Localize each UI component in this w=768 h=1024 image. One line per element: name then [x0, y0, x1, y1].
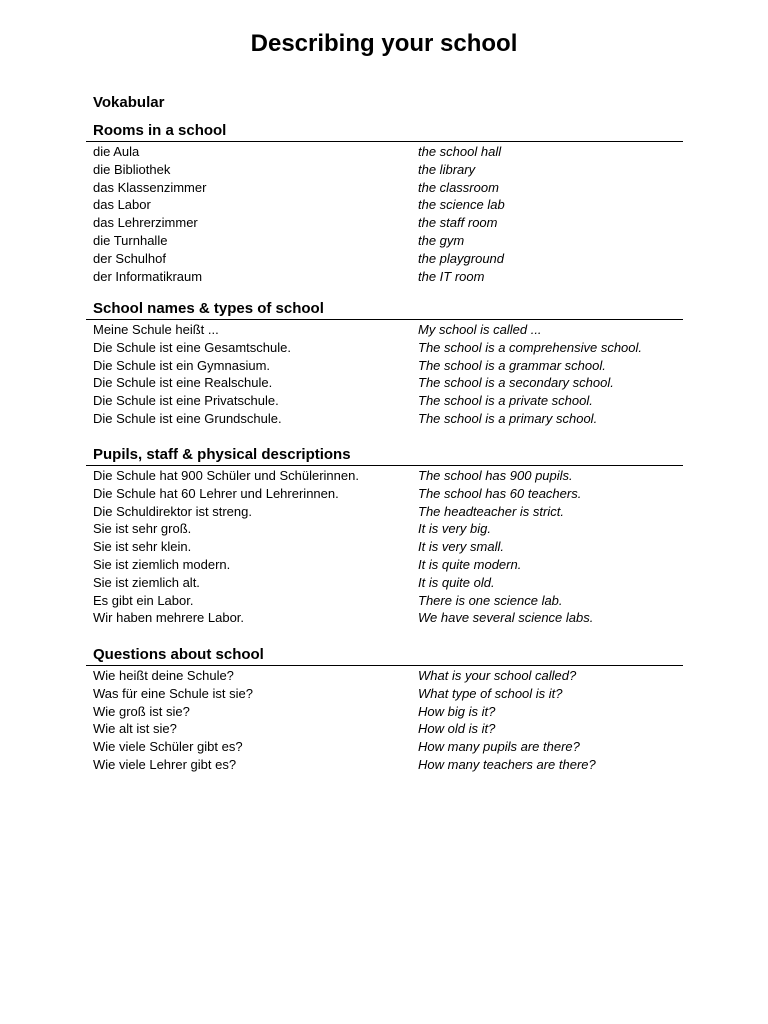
vocab-row	[86, 392, 683, 410]
vocab-row	[86, 214, 683, 232]
english-translation: It is quite old.	[418, 574, 495, 590]
german-term: die Turnhalle	[93, 232, 168, 248]
section-heading: School names & types of school	[86, 300, 683, 320]
vocab-row	[86, 592, 683, 610]
section-heading: Rooms in a school	[86, 122, 683, 142]
english-translation: The school is a primary school.	[418, 410, 598, 426]
vocab-list	[86, 142, 683, 285]
german-term: Die Schule ist eine Realschule.	[93, 375, 273, 391]
english-translation: What type of school is it?	[418, 685, 563, 701]
german-term: das Labor	[93, 197, 151, 213]
german-term: Die Schule hat 60 Lehrer und Lehrerinnen.	[93, 485, 339, 501]
english-translation: How many pupils are there?	[418, 739, 580, 755]
german-term: Die Schule hat 900 Schüler und Schülerinnen.	[93, 468, 359, 483]
vocab-row	[86, 232, 683, 250]
german-term: Wie viele Lehrer gibt es?	[93, 756, 237, 772]
vocab-row	[86, 538, 683, 556]
section-heading: Questions about school	[86, 646, 683, 666]
english-translation: We have several science labs.	[418, 610, 594, 626]
vocab-row	[86, 179, 683, 197]
vocab-row	[86, 339, 683, 357]
english-translation: There is one science lab.	[418, 592, 563, 608]
vocab-row	[86, 720, 683, 738]
vocab-list	[86, 666, 683, 774]
german-term: Meine Schule heißt ...	[93, 322, 219, 337]
german-term: Was für eine Schule ist sie?	[93, 685, 253, 701]
english-translation: It is very big.	[418, 521, 491, 537]
german-term: Sie ist ziemlich modern.	[93, 556, 231, 572]
vocab-row	[86, 410, 683, 428]
english-translation: the IT room	[418, 268, 485, 284]
vocab-row	[86, 321, 683, 339]
english-translation: The school has 60 teachers.	[418, 485, 582, 501]
english-translation: It is very small.	[418, 539, 504, 555]
english-translation: The school is a grammar school.	[418, 357, 606, 373]
german-term: das Klassenzimmer	[93, 179, 207, 195]
english-translation: The school is a private school.	[418, 393, 593, 409]
english-translation: My school is called ...	[418, 322, 542, 337]
vocab-row	[86, 503, 683, 521]
english-translation: the school hall	[418, 144, 502, 159]
vocab-row	[86, 161, 683, 179]
vocab-row	[86, 268, 683, 286]
english-translation: What is your school called?	[418, 668, 577, 683]
german-term: Wie viele Schüler gibt es?	[93, 739, 243, 755]
section-school-types	[86, 300, 683, 428]
german-term: Wir haben mehrere Labor.	[93, 610, 245, 626]
english-translation: How many teachers are there?	[418, 756, 596, 772]
english-translation: It is quite modern.	[418, 556, 522, 572]
german-term: Die Schule ist eine Privatschule.	[93, 393, 279, 409]
english-translation: the science lab	[418, 197, 505, 213]
english-translation: The school has 900 pupils.	[418, 468, 573, 483]
vocab-row	[86, 485, 683, 503]
vocab-row	[86, 685, 683, 703]
vocab-row	[86, 667, 683, 685]
english-translation: the classroom	[418, 179, 499, 195]
vocab-row	[86, 703, 683, 721]
section-pupils-staff	[86, 446, 683, 627]
section-rooms	[86, 122, 683, 285]
german-term: die Bibliothek	[93, 161, 171, 177]
vocab-row	[86, 556, 683, 574]
vocab-row	[86, 467, 683, 485]
vocab-row	[86, 738, 683, 756]
vocab-row	[86, 520, 683, 538]
vocabulary-subtitle: Vokabular	[93, 94, 165, 111]
english-translation: the gym	[418, 232, 465, 248]
english-translation: the playground	[418, 250, 505, 266]
german-term: Wie alt ist sie?	[93, 721, 177, 737]
english-translation: How big is it?	[418, 703, 496, 719]
german-term: Sie ist sehr groß.	[93, 521, 192, 537]
vocab-list	[86, 320, 683, 428]
vocab-row	[86, 357, 683, 375]
german-term: Die Schule ist eine Grundschule.	[93, 410, 282, 426]
vocab-row	[86, 374, 683, 392]
vocab-row	[86, 143, 683, 161]
english-translation: The headteacher is strict.	[418, 503, 564, 519]
vocab-row	[86, 609, 683, 627]
german-term: Wie heißt deine Schule?	[93, 668, 234, 683]
vocab-row	[86, 250, 683, 268]
german-term: Die Schuldirektor ist streng.	[93, 503, 252, 519]
english-translation: How old is it?	[418, 721, 496, 737]
german-term: Sie ist ziemlich alt.	[93, 574, 200, 590]
vocab-row	[86, 574, 683, 592]
german-term: Es gibt ein Labor.	[93, 592, 194, 608]
german-term: die Aula	[93, 144, 140, 159]
english-translation: The school is a comprehensive school.	[418, 339, 643, 355]
page-title: Describing your school	[250, 30, 518, 57]
section-questions	[86, 646, 683, 774]
vocab-row	[86, 196, 683, 214]
english-translation: The school is a secondary school.	[418, 375, 614, 391]
german-term: Wie groß ist sie?	[93, 703, 190, 719]
vocab-list	[86, 466, 683, 627]
german-term: der Informatikraum	[93, 268, 203, 284]
english-translation: the staff room	[418, 215, 498, 231]
german-term: Sie ist sehr klein.	[93, 539, 192, 555]
german-term: Die Schule ist ein Gymnasium.	[93, 357, 271, 373]
german-term: das Lehrerzimmer	[93, 215, 198, 231]
german-term: Die Schule ist eine Gesamtschule.	[93, 339, 291, 355]
english-translation: the library	[418, 161, 476, 177]
german-term: der Schulhof	[93, 250, 166, 266]
vocab-row	[86, 756, 683, 774]
section-heading: Pupils, staff & physical descriptions	[86, 446, 683, 466]
